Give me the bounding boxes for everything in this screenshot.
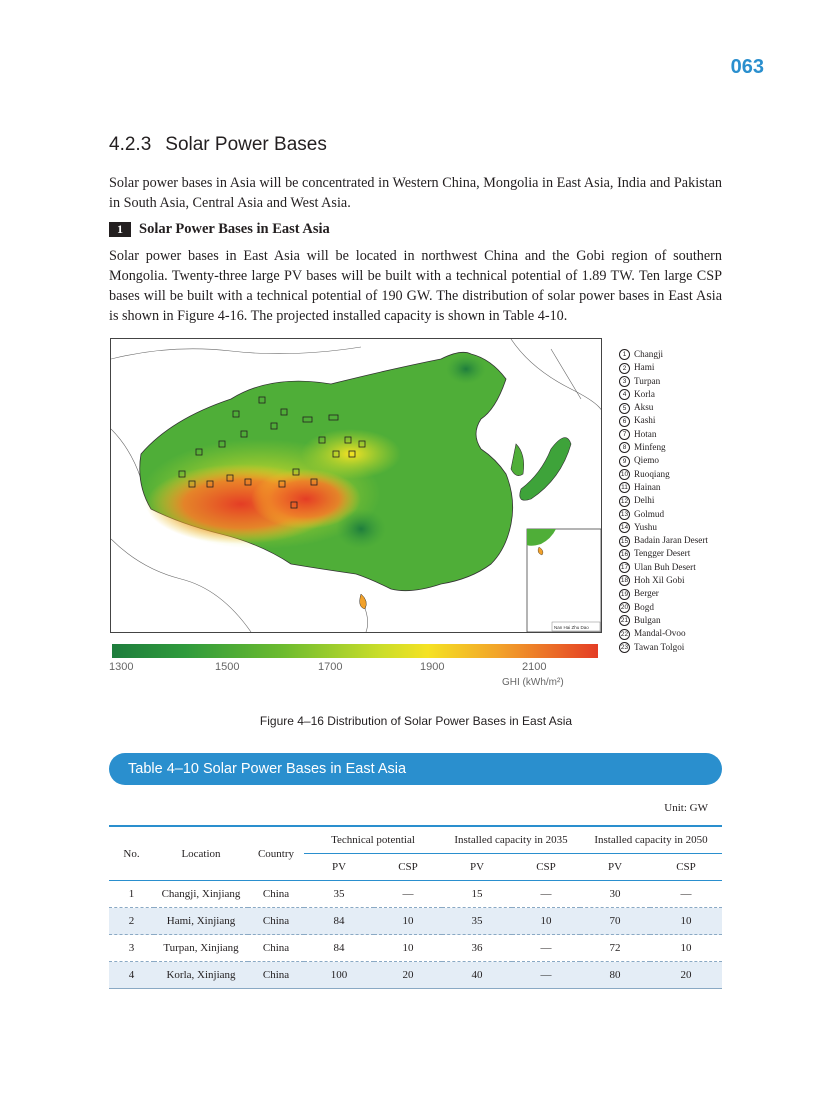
legend-number: 16 xyxy=(620,550,629,558)
table-cell: — xyxy=(374,881,442,908)
legend-item xyxy=(619,521,708,534)
table-cell: 30 xyxy=(580,881,650,908)
legend-label: Hoh Xil Gobi xyxy=(634,575,685,586)
header-pv: PV xyxy=(304,854,374,881)
table-row xyxy=(109,962,722,989)
table-cell: 84 xyxy=(304,935,374,962)
legend-item xyxy=(619,441,708,454)
table-cell: 20 xyxy=(650,962,722,989)
legend-item xyxy=(619,361,708,374)
header-csp: CSP xyxy=(374,854,442,881)
table-cell: 15 xyxy=(442,881,512,908)
legend-number: 5 xyxy=(619,403,630,414)
table-cell: 35 xyxy=(442,908,512,935)
legend-label: Delhi xyxy=(634,495,655,506)
legend-number: 17 xyxy=(620,564,629,572)
table-cell: Korla, Xinjiang xyxy=(154,962,248,989)
legend-label: Mandal-Ovoo xyxy=(634,628,686,639)
legend-label: Badain Jaran Desert xyxy=(634,535,708,546)
subsection-heading xyxy=(109,220,330,238)
ghi-colorbar xyxy=(112,644,598,658)
table-cell: 80 xyxy=(580,962,650,989)
solar-map xyxy=(111,339,601,632)
legend-label: Tawan Tolgoi xyxy=(634,641,685,652)
table-cell: 10 xyxy=(650,908,722,935)
legend-label: Minfeng xyxy=(634,442,666,453)
section-title: Solar Power Bases xyxy=(165,134,327,155)
legend-item xyxy=(619,587,708,600)
legend-number: 7 xyxy=(619,429,630,440)
table-cell: — xyxy=(650,881,722,908)
legend-label: Turpan xyxy=(634,375,661,386)
legend-item xyxy=(619,348,708,361)
table-cell: 1 xyxy=(109,881,154,908)
figure-legend xyxy=(619,348,708,654)
header-pv: PV xyxy=(442,854,512,881)
legend-item xyxy=(619,428,708,441)
legend-label: Yushu xyxy=(634,521,657,532)
table-cell: Changji, Xinjiang xyxy=(154,881,248,908)
table-cell: China xyxy=(248,908,304,935)
table-cell: 2 xyxy=(109,908,154,935)
colorbar-tick: 1900 xyxy=(420,661,445,673)
legend-label: Bogd xyxy=(634,601,654,612)
header-csp: CSP xyxy=(512,854,580,881)
table-cell: Hami, Xinjiang xyxy=(154,908,248,935)
legend-number: 11 xyxy=(619,482,630,493)
colorbar-tick: 1500 xyxy=(215,661,240,673)
legend-label: Ulan Buh Desert xyxy=(634,561,696,572)
table-cell: Turpan, Xinjiang xyxy=(154,935,248,962)
legend-item xyxy=(619,547,708,560)
legend-number: 8 xyxy=(619,442,630,453)
legend-number: 1 xyxy=(619,349,630,360)
legend-item xyxy=(619,414,708,427)
legend-label: Hami xyxy=(634,362,655,373)
figure-caption: Figure 4–16 Distribution of Solar Power Bases in East Asia xyxy=(259,714,573,728)
header-capacity-2050: Installed capacity in 2050 xyxy=(580,826,722,854)
section-number: 4.2.3 xyxy=(109,134,152,155)
solar-map-figure xyxy=(110,338,602,633)
legend-item xyxy=(619,494,708,507)
legend-number: 9 xyxy=(619,456,630,467)
table-cell: 72 xyxy=(580,935,650,962)
legend-number: 15 xyxy=(620,537,629,545)
table-cell: China xyxy=(248,935,304,962)
legend-number: 20 xyxy=(620,604,629,612)
legend-item xyxy=(619,375,708,388)
legend-number: 19 xyxy=(620,590,629,598)
legend-label: Hotan xyxy=(634,428,657,439)
table-body xyxy=(109,881,722,989)
subsection-title: Solar Power Bases in East Asia xyxy=(139,220,330,237)
legend-label: Hainan xyxy=(634,481,661,492)
table-cell: 35 xyxy=(304,881,374,908)
legend-item xyxy=(619,574,708,587)
header-capacity-2035: Installed capacity in 2035 xyxy=(442,826,580,854)
intro-paragraph: Solar power bases in Asia will be concentrated in Western China, Mongolia in East Asia, India and Pakistan in South Asia, Central Asia and West Asia. xyxy=(109,175,722,211)
legend-item xyxy=(619,641,708,654)
table-cell: 10 xyxy=(512,908,580,935)
table-row xyxy=(109,908,722,935)
legend-label: Bulgan xyxy=(634,614,661,625)
legend-number: 13 xyxy=(620,510,629,518)
header-country: Country xyxy=(248,826,304,881)
legend-item xyxy=(619,627,708,640)
legend-number: 4 xyxy=(619,389,630,400)
header-location: Location xyxy=(154,826,248,881)
legend-item xyxy=(619,508,708,521)
colorbar-tick: 1700 xyxy=(318,661,343,673)
legend-item xyxy=(619,561,708,574)
table-cell: 84 xyxy=(304,908,374,935)
legend-label: Korla xyxy=(634,388,655,399)
table-cell: 40 xyxy=(442,962,512,989)
table-cell: China xyxy=(248,962,304,989)
table-cell: — xyxy=(512,962,580,989)
table-cell: 3 xyxy=(109,935,154,962)
colorbar-unit: GHI (kWh/m²) xyxy=(502,677,564,688)
legend-number: 21 xyxy=(620,617,629,625)
table-row xyxy=(109,881,722,908)
table-cell: 4 xyxy=(109,962,154,989)
header-csp: CSP xyxy=(650,854,722,881)
table-cell: 10 xyxy=(374,935,442,962)
header-no: No. xyxy=(109,826,154,881)
legend-number: 10 xyxy=(620,471,629,479)
legend-item xyxy=(619,481,708,494)
legend-number: 3 xyxy=(619,376,630,387)
table-cell: 70 xyxy=(580,908,650,935)
legend-item xyxy=(619,534,708,547)
legend-item xyxy=(619,388,708,401)
legend-label: Ruoqiang xyxy=(634,468,670,479)
table-cell: 20 xyxy=(374,962,442,989)
table-cell: — xyxy=(512,881,580,908)
legend-number: 22 xyxy=(620,630,629,638)
legend-label: Tengger Desert xyxy=(634,548,691,559)
subsection-badge: 1 xyxy=(109,222,131,237)
table-cell: — xyxy=(512,935,580,962)
legend-item xyxy=(619,401,708,414)
legend-label: Qiemo xyxy=(634,455,660,466)
table-cell: China xyxy=(248,881,304,908)
table-row xyxy=(109,935,722,962)
table-cell: 100 xyxy=(304,962,374,989)
section-heading xyxy=(109,134,327,156)
legend-number: 12 xyxy=(620,497,629,505)
legend-item xyxy=(619,601,708,614)
legend-label: Berger xyxy=(634,588,659,599)
legend-label: Aksu xyxy=(634,402,654,413)
header-technical-potential: Technical potential xyxy=(304,826,442,854)
body-paragraph: Solar power bases in East Asia will be located in northwest China and the Gobi region of southern Mongolia. Twenty-three large PV bases will be built with a technical potential of 1.89 TW. Ten large CSP bases will be built with a technical potential of 190 GW. The distribution of solar power bases in East Asia is shown in Figure 4-16. The projected installed capacity is shown in Table 4-10. xyxy=(109,248,722,324)
legend-item xyxy=(619,468,708,481)
legend-label: Changji xyxy=(634,349,664,359)
header-pv: PV xyxy=(580,854,650,881)
legend-number: 2 xyxy=(619,363,630,374)
table-title-banner: Table 4–10 Solar Power Bases in East Asia xyxy=(109,753,722,785)
table-cell: 10 xyxy=(650,935,722,962)
inset-label: Nan Hai Zhu Dao xyxy=(554,625,589,630)
page-number: 063 xyxy=(730,56,764,78)
legend-number: 14 xyxy=(620,524,629,532)
legend-item xyxy=(619,454,708,467)
legend-number: 6 xyxy=(619,416,630,427)
table-cell: 10 xyxy=(374,908,442,935)
legend-label: Golmud xyxy=(634,508,665,519)
legend-label: Kashi xyxy=(634,415,656,426)
table-unit: Unit: GW xyxy=(664,802,708,814)
solar-bases-table xyxy=(109,825,722,989)
legend-item xyxy=(619,614,708,627)
legend-number: 18 xyxy=(620,577,629,585)
table-cell: 36 xyxy=(442,935,512,962)
legend-number: 23 xyxy=(620,643,629,651)
colorbar-tick: 2100 xyxy=(522,661,547,673)
colorbar-tick: 1300 xyxy=(109,661,134,673)
